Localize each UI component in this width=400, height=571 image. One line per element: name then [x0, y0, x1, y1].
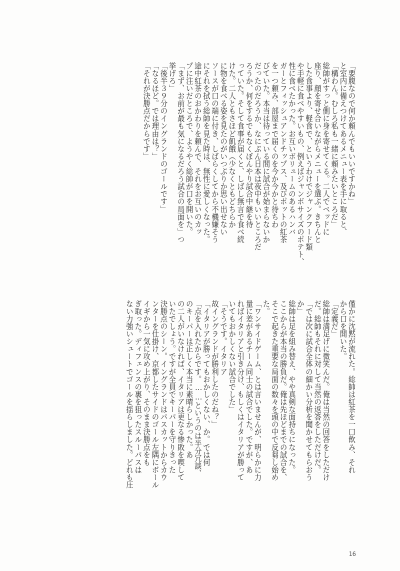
text-line: いてもおかしくない試合でした」: [228, 300, 238, 414]
text-line: にそれを拭う総帥を見た時は、無性に愛しくなった。: [202, 62, 212, 244]
text-line: 「それが決勝点だからです」: [142, 62, 152, 161]
text-line: ろうか、何をするでもなくぼんやり試合中継を待: [245, 62, 255, 229]
text-line: ソースが口の端に付き、しばらくしてから不機嫌そう: [211, 62, 221, 244]
text-line: と室内に備えつけてあるメニュー表を手に取ると、: [339, 62, 349, 236]
text-line: ンターを仕掛け、京都したサイドのゴール左隅にボール: [151, 300, 161, 489]
text-line: ればイタリアと引き分け、もしくはイタリアが勝って: [236, 300, 246, 482]
text-line: イギから一気に攻め上がり、そのまま決勝点をも: [142, 300, 152, 467]
text-line: 「ワンサイドゲーム、とは言いませんが、明らかに力: [253, 300, 263, 482]
text-line: 総帥がすっと側に身を寄せてくる。二人でベッドに: [322, 62, 332, 236]
text-line: ここからが本当の勝負だ。俺は先ほどまでの試合を、: [279, 300, 289, 482]
text-line: のキーパーは正しく本当に素晴らしかった。あ: [185, 300, 195, 459]
text-line: そこで起きた重要な局面の数々を頭の中で反芻し始め: [271, 300, 281, 482]
text-line: か」: [296, 300, 306, 316]
text-line: 決勝点のシーン。イングランドはパスカットからカウ: [159, 300, 169, 482]
text-line: っていた。そして食事が届くと、しばし無言で食べ続: [236, 62, 246, 244]
text-line: 「点を入れたからです。……というのは半分冗談、: [194, 300, 204, 478]
text-line: 「後半３９分のイングランドのゴールです」: [159, 62, 169, 213]
text-line: から口を開いた。: [339, 300, 349, 361]
text-line: を一つ頼み、部屋まで届くのを今か今かと待ちわ: [271, 62, 281, 229]
text-line: ガーとフィッシュアンドチップス、及びポットの紅茶: [279, 62, 289, 244]
text-line: や手軽に食べやすいもの、例えばジャンボサイズのポテト、: [296, 62, 306, 266]
text-line: 「まず、お前が最も気になるだろう試合の局面を」つ: [177, 62, 187, 244]
text-line: 故イングランドが勝利したのだね？」: [211, 300, 221, 429]
text-line: ぎ取った。ディフェンスの裏を狙ったスルーパスは: [134, 300, 144, 474]
lower-text-block: [64, 300, 356, 540]
text-line: 「なるほど。では理由は？」: [151, 62, 161, 161]
text-line: 総帥は満足げに微笑んだ。俺は当然の回答をしただけ: [322, 300, 332, 482]
text-line: の二人がいなければ、イタリアは更なる惨敗を喫して: [177, 300, 187, 482]
text-line: 途中紅茶のおかわりを頼んで、それをお互いのカッ: [194, 62, 204, 236]
text-line: だ。総帥もそれに対して当然の返答をしただけだ。: [313, 300, 323, 474]
text-line: 「イタリアが勝ってもおかしくない、か。では何: [202, 300, 212, 467]
text-line: 僅かに沈黙が流れた。総帥は紅茶を一口飲み、それ: [348, 300, 357, 474]
text-line: 「構わん。むしろ私も一緒に頼みたいところだ」: [330, 62, 340, 229]
text-line: した食事より、軽食で、というわけでジャンクフード類: [305, 62, 315, 251]
text-line: に物を食べる姿を見たのがいつぶりか思い出せない: [219, 62, 229, 236]
text-line: けた。二人ともさほど飢餓（少なくともどちらか: [228, 62, 238, 229]
text-line: 「では次に試合全体の細かい分析を聞かせてもらおう: [305, 300, 315, 482]
text-line: ない力強いシュートでゴールを揺らしました。どれも圧: [125, 300, 135, 489]
text-line: 「そうです。イタリア: [219, 300, 229, 376]
text-line: た。: [262, 300, 272, 316]
text-line: 「要腹なので何か頼んでもいいですかね」: [348, 62, 357, 206]
text-line: 性に食べたかった。お互いボリュームのあるハンバ: [288, 62, 298, 236]
text-line: プに注いだところで、ようやく総帥が口を開いた。: [185, 62, 195, 236]
text-line: 「定義だ」: [330, 300, 340, 338]
text-line: 挙げろ」: [168, 62, 178, 93]
text-line: びていた。本当は待っている間に試合が始まらないか: [262, 62, 272, 244]
text-line: 総帥は足を組み替え、やや真剣な面持ちになった。: [288, 300, 298, 474]
text-line: だったのだろうか、なにぶん日本は夜中もいいところだ: [253, 62, 263, 251]
text-line: 量に差があるチーム同士の試合でした。ですが、あ: [245, 300, 255, 474]
upper-text-block: [64, 62, 356, 292]
text-line: いたでしょう。ですが全員でキーパーを守りきった: [168, 300, 178, 474]
text-line: 座り、顔を寄せ合いながらメニューを選ぶ。きちんと: [313, 62, 323, 244]
page-number: 16: [348, 551, 356, 558]
